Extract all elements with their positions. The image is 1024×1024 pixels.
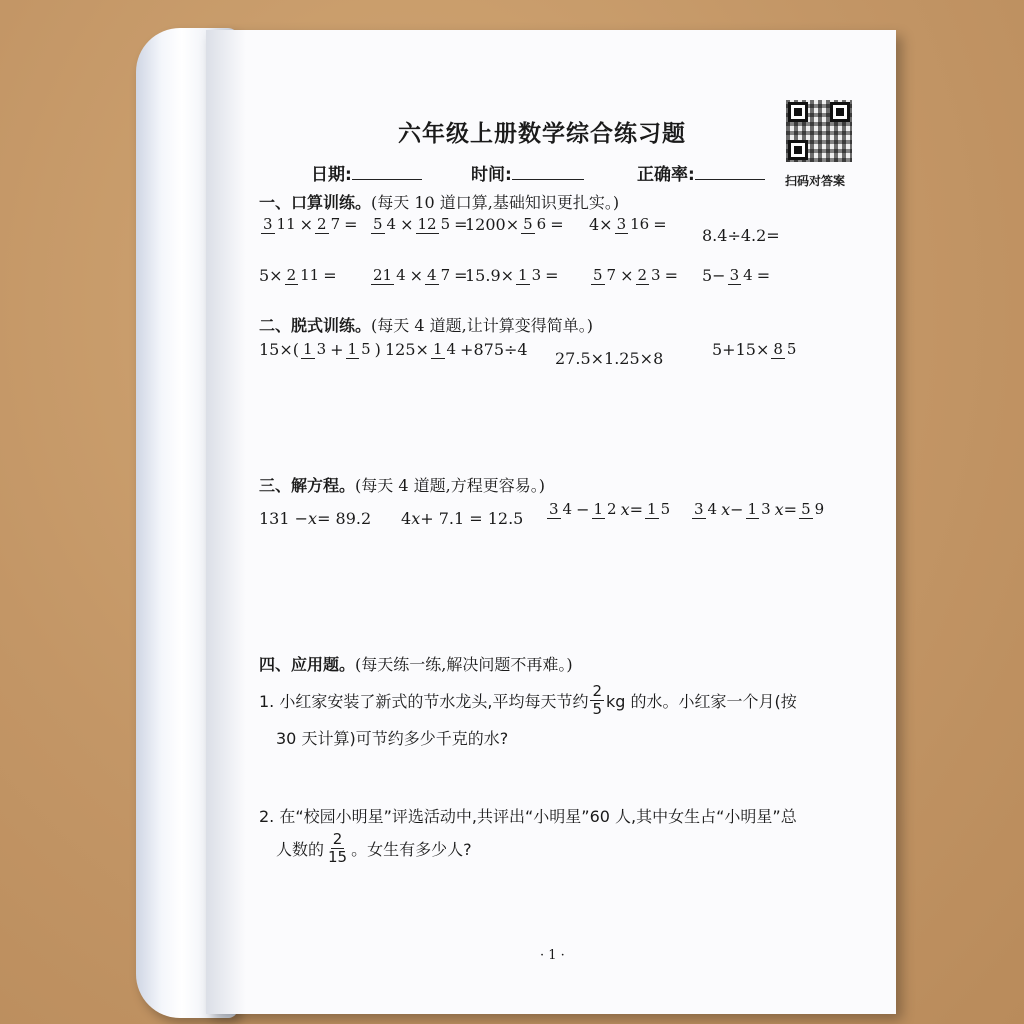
fraction xyxy=(261,216,298,233)
numerator: 1 xyxy=(647,500,657,518)
problem-text: 人数的 xyxy=(276,840,325,859)
denominator: 11 xyxy=(276,215,296,233)
equals-sign: = xyxy=(783,500,798,519)
numerator: 2 xyxy=(286,266,297,284)
oral-problem xyxy=(702,266,770,285)
denominator: 4 xyxy=(743,266,753,284)
problem-text: 2. 在“校园小明星”评选活动中,共评出“小明星”60 人,其中女生占“小明星”总 xyxy=(259,807,797,826)
page-fold-shadow xyxy=(206,30,246,1014)
operand: + 7.1 = 12.5 xyxy=(420,509,524,528)
denominator: 4 xyxy=(446,340,457,358)
stepwise-problem xyxy=(712,340,800,359)
oral-problem xyxy=(589,215,667,234)
fraction xyxy=(692,501,719,518)
denominator: 7 xyxy=(440,266,451,284)
fraction xyxy=(645,501,672,518)
denominator: 3 xyxy=(761,500,771,518)
stepwise-problem xyxy=(555,349,663,368)
fraction xyxy=(425,267,452,284)
section-3-heading xyxy=(259,473,545,496)
operand: 125× xyxy=(385,340,429,359)
equation xyxy=(259,509,371,528)
section-2-note: (每天 4 道题,让计算变得简单。) xyxy=(371,316,593,335)
numerator: 4 xyxy=(427,266,437,284)
denominator: 4 xyxy=(707,500,718,518)
fraction xyxy=(516,267,543,284)
word-problem-2-line-1 xyxy=(259,804,797,827)
denominator: 2 xyxy=(607,500,617,518)
equals-sign: = xyxy=(545,266,559,285)
denominator: 7 xyxy=(606,266,617,284)
equals-sign: = xyxy=(756,266,771,285)
section-1-note: (每天 10 道口算,基础知识更扎实。) xyxy=(371,193,620,212)
fraction xyxy=(346,341,373,358)
oral-problem xyxy=(259,266,337,285)
denominator: 5 xyxy=(660,500,671,518)
stepwise-problem xyxy=(259,340,381,359)
word-problem-1-line-1 xyxy=(259,683,797,718)
oral-problem xyxy=(369,215,468,234)
equals-sign: = xyxy=(629,500,644,519)
date-field xyxy=(311,160,422,185)
expression: 27.5×1.25×8 xyxy=(555,349,664,368)
equation xyxy=(545,500,674,519)
denominator: 5 xyxy=(786,340,797,358)
fraction xyxy=(799,501,826,518)
fraction xyxy=(590,683,604,718)
operator: + xyxy=(330,340,344,359)
oral-problem xyxy=(465,266,559,285)
numerator: 1 xyxy=(347,340,358,358)
operand: 4× xyxy=(589,215,613,234)
fraction xyxy=(416,216,453,233)
section-4-title: 四、应用题。 xyxy=(259,655,356,674)
numerator: 1 xyxy=(518,266,528,284)
close-paren: ) xyxy=(374,340,381,359)
operand: 5− xyxy=(702,266,726,285)
section-4-note: (每天练一练,解决问题不再难。) xyxy=(355,655,573,674)
numerator: 2 xyxy=(637,266,648,284)
numerator: 1 xyxy=(747,500,758,518)
operand: 15.9× xyxy=(465,266,515,285)
denominator: 15 xyxy=(328,848,348,866)
operand: +875÷4 xyxy=(460,340,528,359)
numerator: 5 xyxy=(801,500,811,518)
section-2-title: 二、脱式训练。 xyxy=(259,316,372,335)
problem-text: 。女生有多少人? xyxy=(351,840,472,859)
accuracy-field xyxy=(637,160,765,185)
time-label: 时间: xyxy=(471,165,512,185)
variable: x xyxy=(774,500,784,519)
section-3-title: 三、解方程。 xyxy=(259,476,356,495)
fraction xyxy=(431,341,458,358)
numerator: 2 xyxy=(592,682,602,700)
qr-finder-icon xyxy=(788,140,808,160)
operand: 1200× xyxy=(465,215,520,234)
problem-text: 30 天计算)可节约多少千克的水? xyxy=(276,729,509,748)
section-2-heading xyxy=(259,313,593,336)
operator: − xyxy=(730,500,744,519)
denominator: 5 xyxy=(440,215,451,233)
equation xyxy=(401,509,523,528)
operand: 4 xyxy=(401,509,412,528)
denominator: 16 xyxy=(630,215,650,233)
numerator: 12 xyxy=(417,215,437,233)
equals-sign: = xyxy=(550,215,564,234)
fraction xyxy=(591,267,618,284)
numerator: 3 xyxy=(694,500,704,518)
denominator: 4 xyxy=(386,215,397,233)
operand: = 89.2 xyxy=(317,509,372,528)
variable: x xyxy=(620,500,630,519)
time-field xyxy=(471,160,584,185)
numerator: 21 xyxy=(373,266,393,284)
operand: 5× xyxy=(259,266,283,285)
operator: × xyxy=(400,215,414,234)
fraction xyxy=(326,831,349,866)
variable: x xyxy=(411,509,421,528)
fraction xyxy=(771,341,798,358)
numerator: 3 xyxy=(263,215,273,233)
numerator: 3 xyxy=(729,266,740,284)
word-problem-2-line-2 xyxy=(276,831,472,866)
equals-sign: = xyxy=(454,266,468,285)
operator: × xyxy=(409,266,424,285)
numerator: 3 xyxy=(616,215,627,233)
section-1-heading xyxy=(259,190,619,213)
fraction xyxy=(547,501,574,518)
numerator: 5 xyxy=(593,266,603,284)
denominator: 5 xyxy=(592,700,602,718)
equals-sign: = xyxy=(454,215,468,234)
denominator: 7 xyxy=(330,215,341,233)
oral-problem xyxy=(589,266,678,285)
qr-finder-icon xyxy=(830,102,850,122)
worksheet-title: 六年级上册数学综合练习题 xyxy=(398,120,686,147)
section-3-note: (每天 4 道题,方程更容易。) xyxy=(355,476,545,495)
numerator: 5 xyxy=(523,215,533,233)
page-number: · 1 · xyxy=(540,948,565,963)
qr-finder-icon xyxy=(788,102,808,122)
oral-problem xyxy=(259,215,358,234)
fraction xyxy=(615,216,652,233)
denominator: 4 xyxy=(562,500,573,518)
numerator: 1 xyxy=(593,500,604,518)
fraction xyxy=(728,267,755,284)
equals-sign: = xyxy=(323,266,337,285)
equals-sign: = xyxy=(664,266,678,285)
numerator: 2 xyxy=(317,215,327,233)
numerator: 2 xyxy=(332,830,343,848)
fraction xyxy=(285,267,322,284)
numerator: 1 xyxy=(432,340,443,358)
fraction xyxy=(301,341,328,358)
denominator: 3 xyxy=(651,266,661,284)
fraction xyxy=(371,216,398,233)
date-blank xyxy=(352,165,422,180)
variable: x xyxy=(308,509,318,528)
equals-sign: = xyxy=(344,215,358,234)
accuracy-label: 正确率: xyxy=(637,165,695,185)
denominator: 5 xyxy=(361,340,371,358)
fraction xyxy=(592,501,619,518)
fraction xyxy=(746,501,773,518)
operand: 15×( xyxy=(259,340,300,359)
operand: 131 − xyxy=(259,509,309,528)
denominator: 11 xyxy=(300,266,320,284)
numerator: 3 xyxy=(549,500,559,518)
fraction xyxy=(521,216,548,233)
section-1-title: 一、口算训练。 xyxy=(259,193,372,212)
expression: 8.4÷4.2= xyxy=(702,226,780,245)
problem-text: kg 的水。小红家一个月(按 xyxy=(606,692,797,711)
equals-sign: = xyxy=(653,215,667,234)
numerator: 1 xyxy=(303,340,313,358)
accuracy-blank xyxy=(695,165,765,180)
section-4-heading xyxy=(259,652,573,675)
denominator: 3 xyxy=(316,340,327,358)
time-blank xyxy=(512,165,584,180)
operator: × xyxy=(299,215,314,234)
operator: × xyxy=(620,266,634,285)
qr-code-icon[interactable] xyxy=(786,100,852,162)
fraction xyxy=(315,216,342,233)
equation xyxy=(690,500,828,519)
operand: 5+15× xyxy=(712,340,770,359)
denominator: 6 xyxy=(536,215,547,233)
date-label: 日期: xyxy=(311,165,352,185)
fraction xyxy=(636,267,663,284)
operator: − xyxy=(576,500,590,519)
denominator: 9 xyxy=(814,500,825,518)
word-problem-1-line-2 xyxy=(276,726,508,749)
stepwise-problem xyxy=(385,340,528,359)
qr-caption: 扫码对答案 xyxy=(785,174,846,188)
numerator: 8 xyxy=(773,340,783,358)
oral-problem xyxy=(465,215,564,234)
denominator: 3 xyxy=(531,266,542,284)
problem-text: 1. 小红家安装了新式的节水龙头,平均每天节约 xyxy=(259,692,589,711)
fraction xyxy=(371,267,408,284)
oral-problem xyxy=(702,226,780,245)
oral-problem xyxy=(369,266,468,285)
variable: x xyxy=(721,500,731,519)
numerator: 5 xyxy=(373,215,383,233)
denominator: 4 xyxy=(396,266,406,284)
